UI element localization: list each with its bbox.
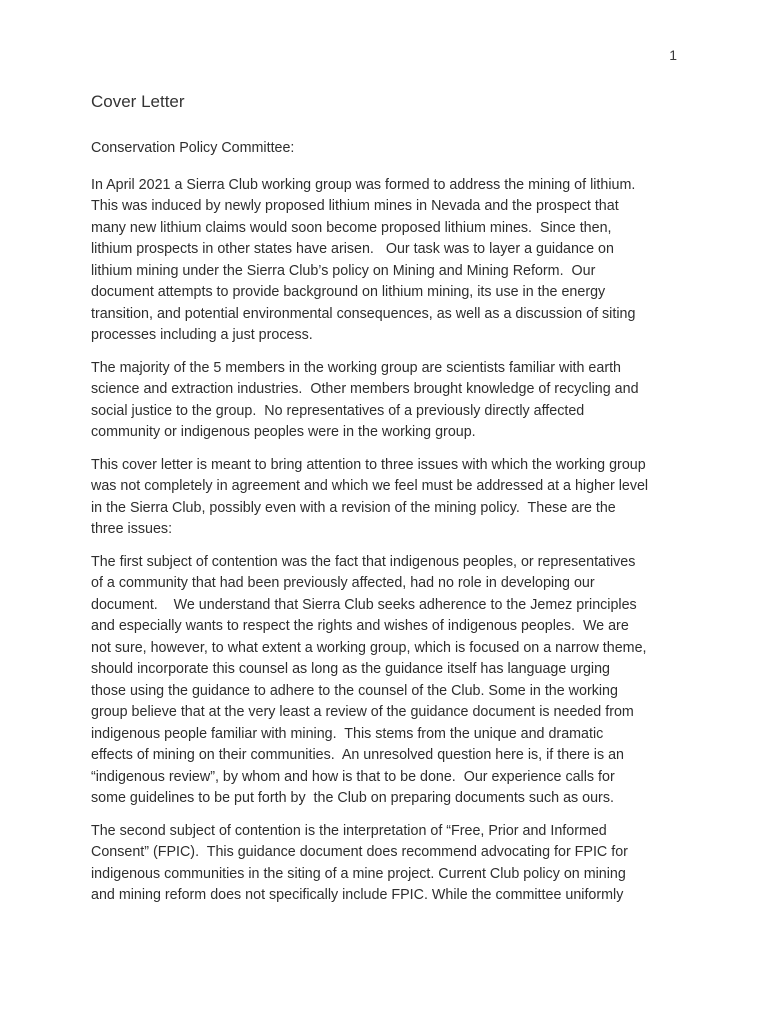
paragraph-line: not sure, however, to what extent a working group, which is focused on a narrow theme, xyxy=(91,639,647,656)
document-title: Cover Letter xyxy=(91,92,185,111)
paragraph-line: document attempts to provide background on lithium mining, its use in the energy xyxy=(91,284,606,300)
paragraph xyxy=(91,358,671,444)
paragraph-line: lithium mining under the Sierra Club’s policy on Mining and Mining Reform. Our xyxy=(91,262,596,279)
paragraph-line: This was induced by newly proposed lithium mines in Nevada and the prospect that xyxy=(91,198,619,214)
page-number: 1 xyxy=(669,47,677,63)
paragraph-line: of a community that had been previously affected, had no role in developing our xyxy=(91,575,595,591)
paragraph-line: This cover letter is meant to bring attention to three issues with which the working group xyxy=(91,456,646,473)
paragraph-line: should incorporate this counsel as long as the guidance itself has language urging xyxy=(91,661,611,677)
paragraph-line: and mining reform does not specifically include FPIC. While the committee uniformly xyxy=(91,887,624,903)
paragraph-line: was not completely in agreement and which we feel must be addressed at a higher level xyxy=(91,478,649,494)
paragraph-line: The second subject of contention is the interpretation of “Free, Prior and Informed xyxy=(91,822,607,839)
paragraph-line: social justice to the group. No representatives of a previously directly affected xyxy=(91,402,585,419)
paragraph-line: three issues: xyxy=(91,521,173,537)
paragraph-list xyxy=(91,175,671,907)
paragraph-line: in the Sierra Club, possibly even with a revision of the mining policy. These are the xyxy=(91,499,616,516)
paragraph xyxy=(91,552,671,810)
paragraph-line: indigenous communities in the siting of a mine project. Current Club policy on mining xyxy=(91,865,626,882)
paragraph xyxy=(91,821,671,907)
paragraph-line: The first subject of contention was the fact that indigenous peoples, or representatives xyxy=(91,553,636,570)
paragraph-line: lithium prospects in other states have arisen. Our task was to layer a guidance on xyxy=(91,241,614,257)
paragraph xyxy=(91,175,671,347)
paragraph-line: science and extraction industries. Other members brought knowledge of recycling and xyxy=(91,381,639,397)
paragraph-line: processes including a just process. xyxy=(91,327,313,343)
paragraph-line: In April 2021 a Sierra Club working group was formed to address the mining of lithium. xyxy=(91,176,636,193)
paragraph-line: indigenous people familiar with mining. This stems from the unique and dramatic xyxy=(91,725,604,742)
paragraph-line: The majority of the 5 members in the working group are scientists familiar with earth xyxy=(91,359,621,376)
paragraph-line: transition, and potential environmental consequences, as well as a discussion of siting xyxy=(91,305,636,322)
paragraph-line: those using the guidance to adhere to the counsel of the Club. Some in the working xyxy=(91,682,618,699)
paragraph-line: Consent” (FPIC). This guidance document does recommend advocating for FPIC for xyxy=(91,844,628,860)
paragraph-line: “indigenous review”, by whom and how is that to be done. Our experience calls for xyxy=(91,768,615,785)
paragraph xyxy=(91,455,671,541)
paragraph-line: some guidelines to be put forth by the Club on preparing documents such as ours. xyxy=(91,790,614,806)
paragraph-line: and especially wants to respect the rights and wishes of indigenous peoples. We are xyxy=(91,618,629,634)
paragraph-line: group believe that at the very least a review of the guidance document is needed from xyxy=(91,704,634,720)
paragraph-line: effects of mining on their communities. An unresolved question here is, if there is an xyxy=(91,747,624,763)
salutation: Conservation Policy Committee: xyxy=(91,140,295,156)
paragraph-line: community or indigenous peoples were in the working group. xyxy=(91,424,476,440)
letter-body xyxy=(91,138,671,918)
paragraph-line: many new lithium claims would soon become proposed lithium mines. Since then, xyxy=(91,219,612,236)
paragraph-line: document. We understand that Sierra Club seeks adherence to the Jemez principles xyxy=(91,596,637,613)
